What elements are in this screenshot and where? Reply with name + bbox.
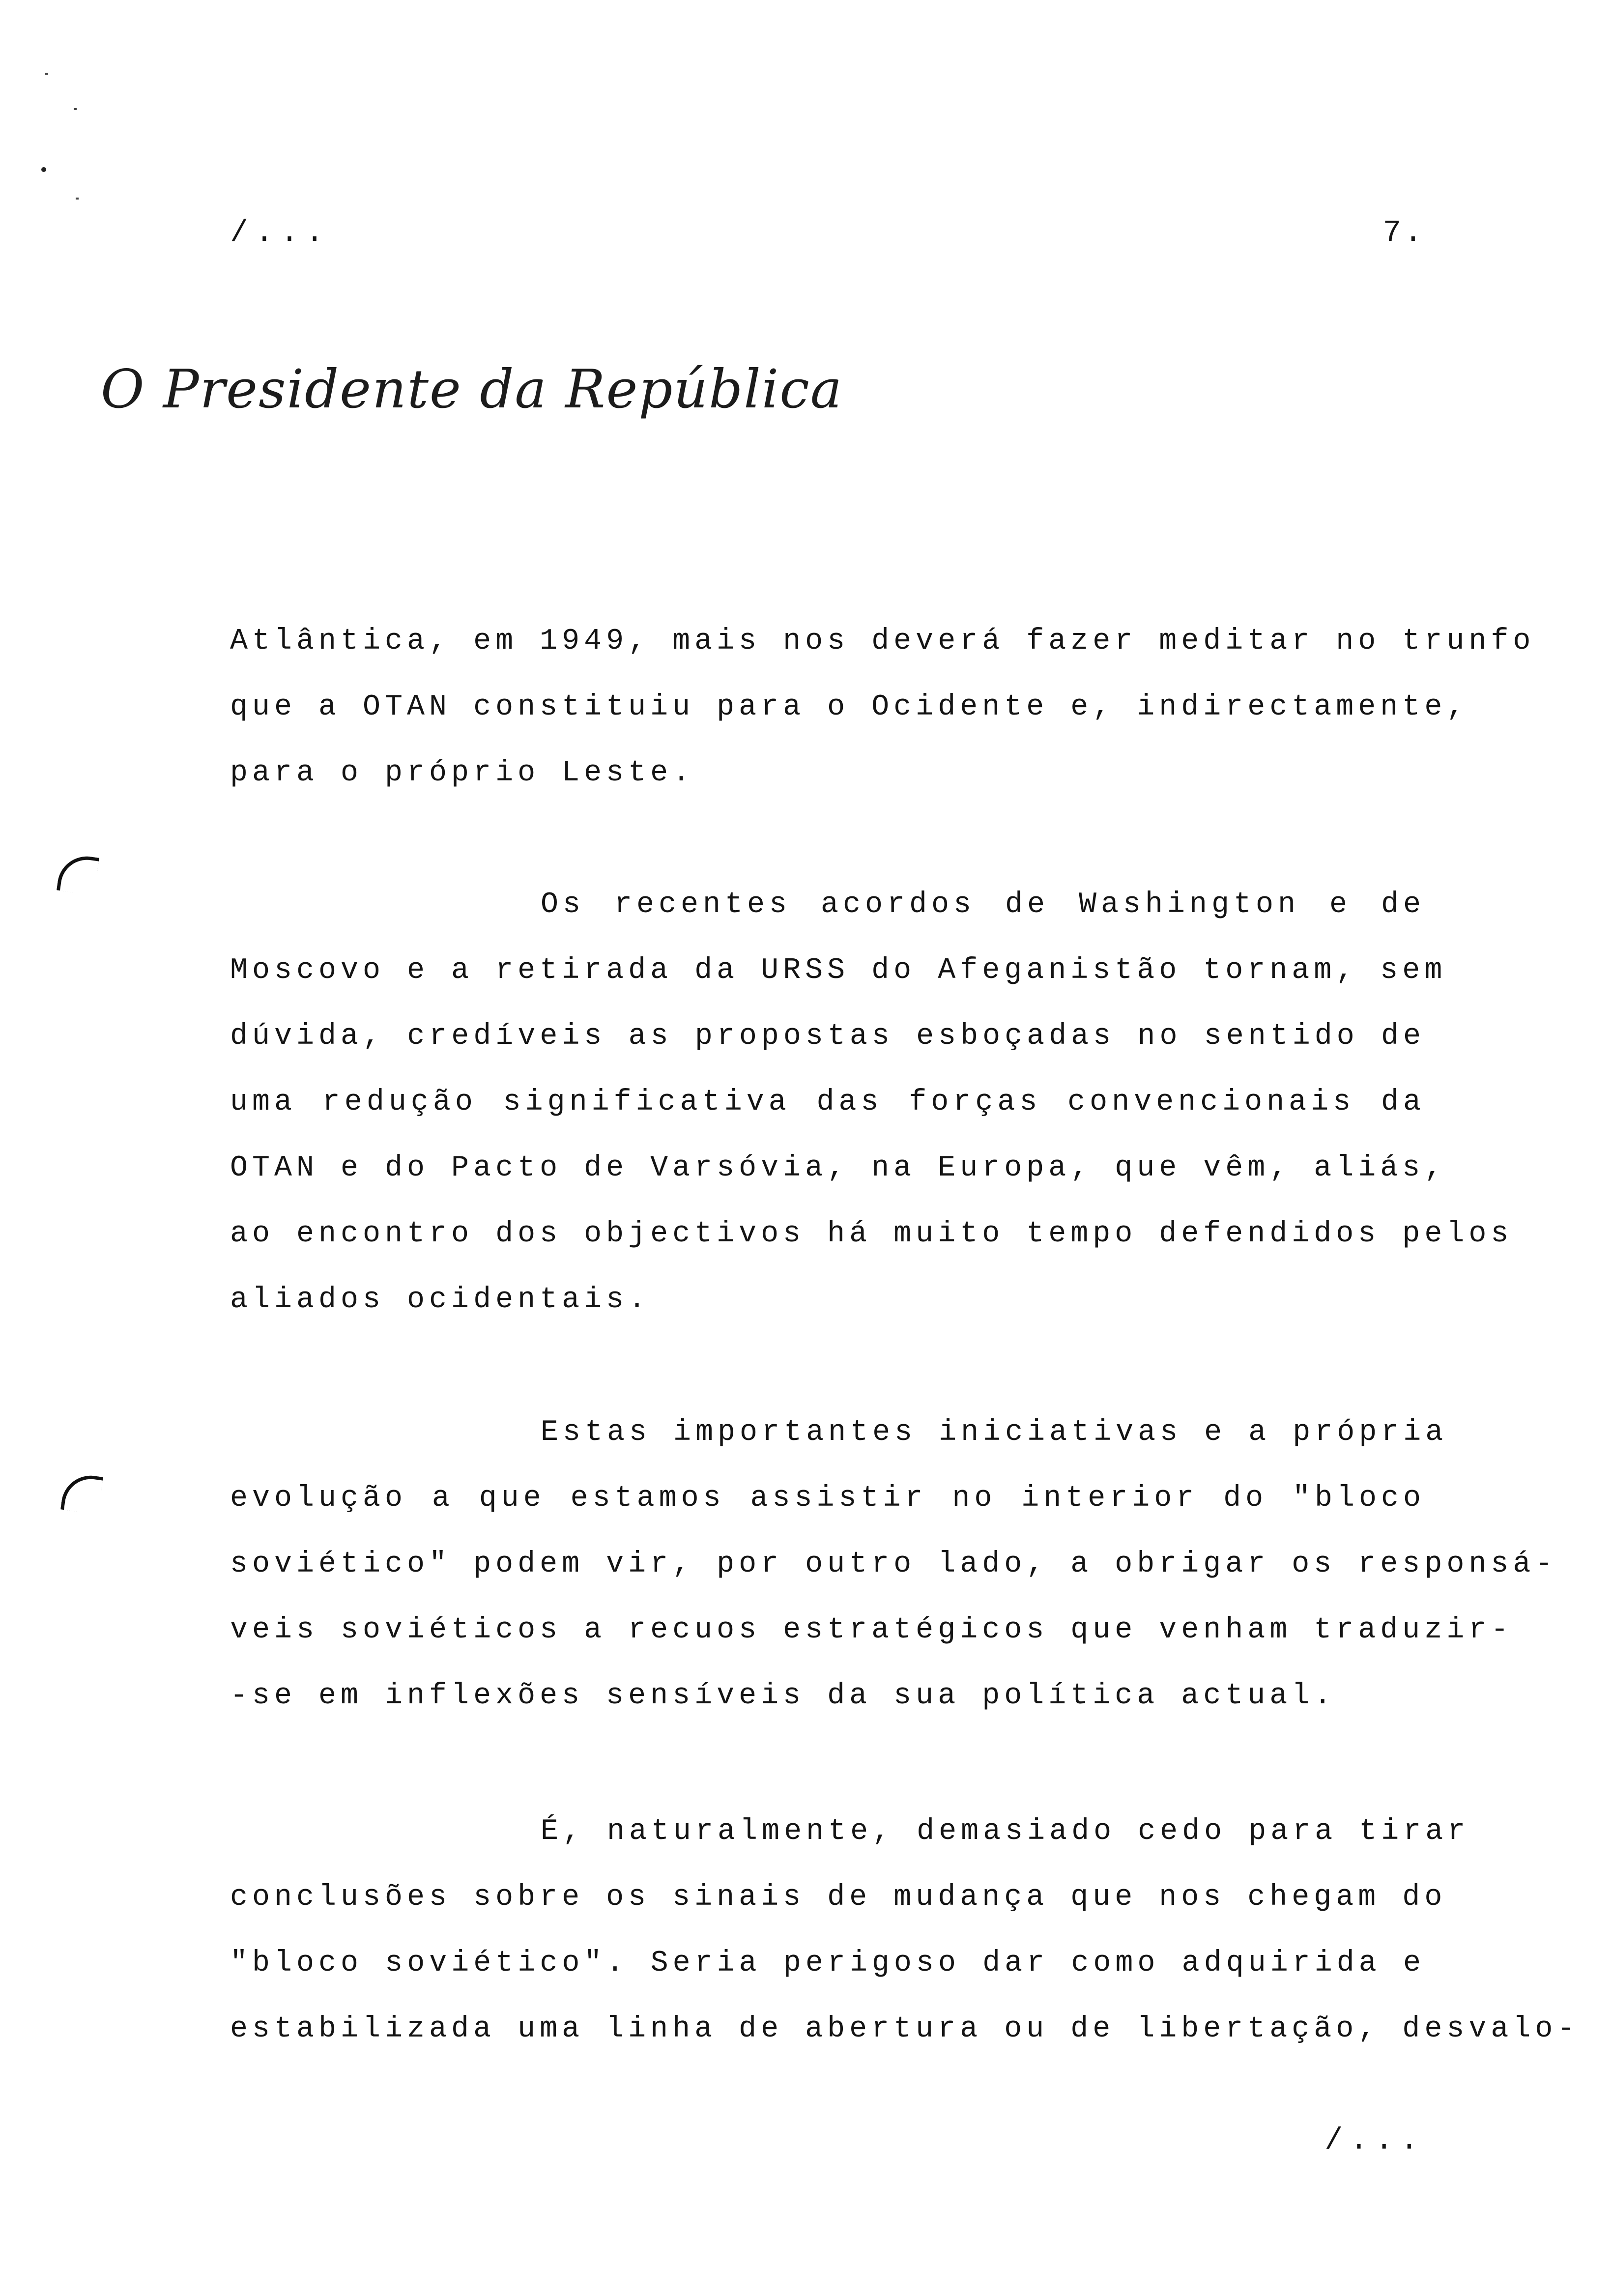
margin-mark [57,853,99,895]
text-line: É, naturalmente, demasiado cedo para tirar [541,1815,1470,1848]
text-line: uma redução significativa das forças convencionais da [230,1086,1425,1119]
paragraph-2 [230,872,1513,1333]
text-line: OTAN e do Pacto de Varsóvia, na Europa, que vêm, aliás, [230,1151,1447,1185]
scan-speck [74,108,77,110]
text-line: estabilizada uma linha de abertura ou de libertação, desvalo- [230,2012,1580,2046]
text-line: Atlântica, em 1949, mais nos deverá fazer meditar no trunfo [230,625,1535,658]
paragraph-1 [230,608,1535,806]
text-line: "bloco soviético". Seria perigoso dar como adquirida e [230,1947,1425,1980]
text-line: veis soviéticos a recuos estratégicos que venham traduzir- [230,1613,1513,1647]
text-line: dúvida, credíveis as propostas esboçadas no sentido de [230,1020,1425,1053]
page-number: 7. [1382,215,1425,250]
text-line: soviético" podem vir, por outro lado, a obrigar os responsá- [230,1548,1557,1581]
scan-speck [76,198,79,200]
text-line: evolução a que estamos assistir no interior do "bloco [230,1482,1425,1515]
text-line: que a OTAN constituiu para o Ocidente e, indirectamente, [230,690,1469,724]
header-continuation: /... [230,215,331,250]
margin-mark [60,1472,103,1515]
footer-continuation: /... [1324,2123,1425,2158]
text-line: Moscovo e a retirada da URSS do Afeganistão tornam, sem [230,954,1447,987]
text-line: para o próprio Leste. [230,756,695,790]
text-line: aliados ocidentais. [230,1283,651,1317]
text-line: conclusões sobre os sinais de mudança que nos chegam do [230,1881,1447,1914]
scan-speck [45,73,48,75]
text-line: Os recentes acordos de Washington e de [541,888,1425,921]
letterhead-title: O Presidente da República [101,359,843,420]
paragraph-4 [230,1799,1580,2062]
paragraph-3 [230,1400,1557,1729]
scan-dot [41,167,46,172]
text-line: ao encontro dos objectivos há muito tempo defendidos pelos [230,1217,1513,1251]
text-line: Estas importantes iniciativas e a própria [541,1416,1448,1449]
text-line: -se em inflexões sensíveis da sua política actual. [230,1679,1336,1713]
